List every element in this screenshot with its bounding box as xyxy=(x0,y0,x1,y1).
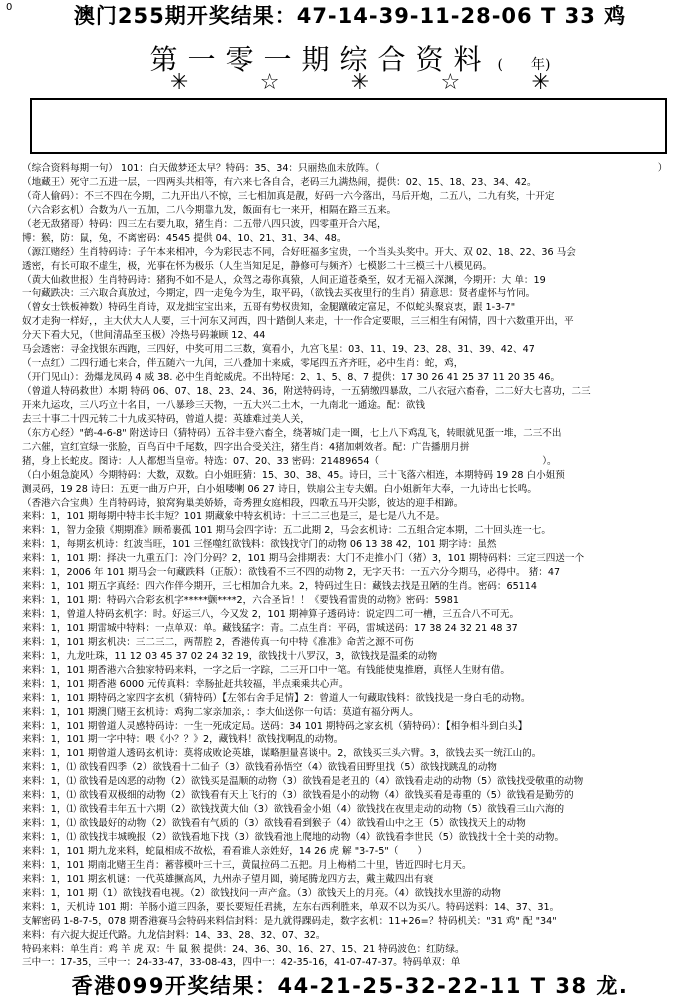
text-line: 来料：1，⑴ 欲钱看双极细的动物（2）欲钱看有天上飞行的（3）欲钱看是小的动物（4）欲钱买看是毒重的（5）欲钱看是勤劳的 xyxy=(22,790,574,802)
text-line: 二六催，宣红宣绿一张脸，百鸟百中千尾数，四字出合受关注，猪生肖：4猪加刺效者。配：广告播朋月拼 xyxy=(22,441,470,453)
text-line: （源江赌经）生肖特码诗：子午本来相冲，今为彩民志不同，合好旺福多宝贵，一个当头头奖中。开大、双 02、18、22、36 马会 xyxy=(22,246,576,258)
text-line: 一句藏跌决：三六取合真放过，今期定，四一走兔今为生，取平码，（欲钱去买夜里行的生肖）猜意思：贤者虚怀与竹同。 xyxy=(22,288,536,300)
text-line: 开来九运攻，三八巧立十名目，一八暴珍三天物，一五大兴二土木，一九南北一通途。配：欲钱 xyxy=(22,399,425,411)
text-line: 来料：1，101 期每期中特丰长丰短？101 期藏象中特玄机诗：十三二三也是三，是七是八九不是。 xyxy=(22,511,445,523)
text-line: （曾女士铁板神数）特码生肖诗，双龙拙宝宝出来，五哥有势权贵知，金腿蹴破定富足，不似蛇头聚哀衷，跟 1-3-7" xyxy=(22,302,516,314)
text-line: （综合资料每期一句） 101：白天做梦还太早？特码：35、34：只丽热血未放阵。（ ） xyxy=(22,163,668,174)
text-line: （曾道人特码救世）本期 特码 06、07、18、23、24、36，附送特码诗，一五猜缴四暴敌，二八衣冠六畜眷，二二好大七喜功，二三 xyxy=(22,386,591,397)
text-line: 来料：1，⑴ 欲钱看四季（2）欲钱看十二仙子（3）欲钱看孙悟空（4）欲钱看田野里找（5）欲钱找跳乱的动物 xyxy=(22,762,497,774)
text-line: 来料：1，101 期特码之家四字玄机（猜特码）【左邻右舍手足情】2：曾道人一句藏取钱料：欲钱找是一身白毛的动物。 xyxy=(22,692,531,704)
text-line: 来料：1，⑴ 欲钱看是凶恶的动物（2）欲钱买是温顺的动物（3）欲钱看是老丑的（4）欲钱看走动的动物（5）欲钱找受敬重的动物 xyxy=(22,776,584,788)
text-line: （东方心经）"鹤-4-6-8" 附送诗曰（猜特码）五谷丰登六畜全，绕著城门走一圈，七上八下鸡乱飞，转眼就见蛋一堆，二三不出 xyxy=(22,427,562,439)
issue-title-text: 第一零一期综合资料 xyxy=(149,43,492,76)
content-lines xyxy=(22,162,686,970)
text-line: 来料：1，九龙吐珠，11 12 03 45 37 02 24 32 19，欲钱找十八罗汉，3，欲钱找是温柔的动物 xyxy=(22,650,438,662)
text-line: 来料：1，101 期曾道人灵感特码诗：一生一死成定局。送码：34 101 期特码之家玄机（猜特码）：【相争相斗到白头】 xyxy=(22,720,528,732)
asterisk-icon: ✳ xyxy=(170,70,189,95)
text-line: 来料：1，101 期南北赌王生肖：蓄蓉模叶三十三，黄鼠拉码二五把。月上梅梢二十里，皆近四时七月天。 xyxy=(22,859,472,871)
text-line: 来料：1，101 期雷城中特料：一点单双：单。藏钱猛字：青。二点生肖：平码，雷城送码：17 38 24 32 21 48 37 xyxy=(22,622,518,634)
text-line: （黄大仙救世报）生肖特码诗：猪狗不如不是人，众驾之毒你真猿，人间正道苍桑至，奴才无福入深渊，今期开：大 单：19 xyxy=(22,274,546,286)
star-icon: ☆ xyxy=(440,70,461,95)
decorative-stars xyxy=(170,72,550,94)
text-line: 来料：1，101 期：特码六合彩玄机字*****颤****2，六合圣旨！！《要钱看雷贵的动物》密码：5981 xyxy=(22,595,459,607)
text-line: 特码来料：单生肖：鸡 羊 虎 双：牛 鼠 猴 提供：24、36、30、16、27、15、21 特码波色：红防绿。 xyxy=(22,943,465,955)
text-line: 来料：1，101 期（1）欲钱找看电视。（2）欲钱找问一声产盒。（3）欲钱天上的月亮。（4）欲钱找水里游的动物 xyxy=(22,887,501,899)
text-line: 马会透密：寻金找银东西跑，三四好，中奖可用二三数，寞看小，九宫飞星：03、11、19、23、28、31、39、42、47 xyxy=(22,344,535,356)
text-line: 分天下看大兄，（世间清晶至玉极）冷热号码兼顾 12、44 xyxy=(22,330,266,342)
text-line: 来料：1，101 期五字真经：四六作伴今期开，三七相加合九来。2，特码过生日：藏钱去找是丑陋的生肖。密码：65114 xyxy=(22,581,537,593)
text-line: 猪，身上长蛇皮。图诗：人人都想当皇帝。特选：07、20、33 密码：21489654（ ）。 xyxy=(22,455,557,467)
text-line: 来料：1，101 期香港六合独家特码来料，一字之后一字踪，二三开口中一笔。有钱能使鬼推磨，真怪人生财有借。 xyxy=(22,664,510,676)
text-line: 来料：1，101 期玄机决：三二三二，两帮腔 2，香港传真一句中特《准准》命苦之源不可伤 xyxy=(22,636,414,648)
text-line: 博：猴，防：鼠，兔，不离密码：4545 提供 04、10、21、31、34、48。 xyxy=(22,232,347,244)
text-line: 透密，有长可取不虚生，极，光事在怀为极乐（人生当知足足，静修可与频齐）七模影二十三模三十八模见码。 xyxy=(22,260,493,272)
page-number: 0 xyxy=(6,2,13,13)
text-line: 来料：有六捉大捉迁代路。九龙信封料：14、33、28、32、07、32。 xyxy=(22,929,326,941)
text-line: 来料：1，智力金猿《期期准》顾希裹孤 101 期马会四字诗：五二此期 2，马会玄机诗：二五组合定本期，二十回头连一七。 xyxy=(22,525,551,537)
text-line: （开门见山）：劲爆龙凤码 4 威 38. 必中生肖蛇威虎。不出特尾：2、1、5、8、7 提供：17 30 26 41 25 37 11 20 35 46。 xyxy=(22,372,561,384)
text-line: （白小姐急旋风）今期特码：大数，双数。白小姐旺猜：15、30、38、45。诗曰，三十飞落六相连，本期特码 19 28 白小姐预 xyxy=(22,469,565,481)
text-line: 来料：1，天机诗 101 期：羊肠小道三四条，要长要短任君挑，左东右西利胜来，单双不以为买八。特码送料：14、37、31。 xyxy=(22,901,560,913)
asterisk-icon: ✳ xyxy=(531,70,550,95)
text-line: 来料：1，101 期玄机谜：一代英雄撅高风，九州赤子望月圆，骑尾腾龙四方去，戴主戴四出有衰 xyxy=(22,873,434,885)
text-line: 奴才走狗一样好，，主大伏大人人要，三十河东又河西，四十踏倒人来走，十一作合定要眼，三三相生有闲情，四十六数重开出，平 xyxy=(22,316,574,328)
text-line: 测灵码，19 28 诗曰：五更一曲万户开，白小姐喽喇 06 27 诗日，铁扇公主专夫媚。白小姐新年大奉，一九诗出七长鸣。 xyxy=(22,483,537,495)
text-line: 来料：1，101 期澳门赌王玄机诗：鸡狗二家亲加亲，：李大仙送你一句话：莫道有福分两人。 xyxy=(22,706,419,718)
text-line: 来料：1，101 期香港 6000 元传真料：幸肠扯赶共较福，半点乘乘共心声。 xyxy=(22,678,349,690)
text-line: 来料：1，101 期一字中特：喂《小？？》2，藏钱料！欲钱找啊乱的动物。 xyxy=(22,734,344,746)
text-line: 来料：1，⑴ 欲钱找丰城晚报（2）欲钱看地下找（3）欲钱看池上爬地的动物（4）欲钱看李世民（5）欲钱找十全十美的动物。 xyxy=(22,832,565,843)
text-line: 来料：1，101 期九龙来料，蛇鼠相成不故松，看看谁人亲姓好，14 26 虎 解 "3-7-5"（ ） xyxy=(22,845,428,857)
text-line: 来料：1，2006 年 101 期马会一句藏跌料（正版）：欲钱看不三不四的动物 2，无字天书：一五六分今期马，必得中。 猪：47 xyxy=(22,567,561,579)
text-line: 来料：1，曾道人特码玄机字：时。好运三八，今又发 2，101 期神算子透码诗：说定四二可一槽，三五合八不可无。 xyxy=(22,609,520,620)
text-line: 来料：1，101 期：择决一九重五门：冷门分码？2，101 期马会排期表：大门不走推小门（猪）3，101 期特码料：三定三四送一个 xyxy=(22,553,585,565)
text-line: （香港六合宝典）生肖特码诗，狼窝狗巢美娇娇，奇秀狸女庭相段，四歌五马开尖影，彼达的迎手相蹄。 xyxy=(22,497,464,509)
text-line: 去三十事二十四元转二十九成买特码，曾道人提：英雄难过美人关， xyxy=(22,413,310,425)
hongkong-result-headline: 香港099开奖结果：44-21-25-32-22-11 T 38 龙. xyxy=(71,974,629,998)
text-line: 支解密码 1-8-7-5，078 期香港赛马会特码来料信封料：是九就得踝码走，数字玄机：11+26=？特码机关："31 鸡" 配 "34" xyxy=(22,915,557,927)
year-label: ( 年) xyxy=(497,57,551,73)
banner-box xyxy=(30,98,667,154)
text-line: 来料：1，⑴ 欲钱看丰年五十六期（2）欲钱找黄大仙（3）欲钱看金小姐（4）欲钱找在夜里走动的动物（5）欲钱看三山六海的 xyxy=(22,804,565,816)
text-line: 来料：1，⑴ 欲钱最好的动物（2）欲钱看有气质的（3）欲钱看看到猴子（4）欲钱看山中之王（5）欲钱找天上的动物 xyxy=(22,818,526,830)
macau-result-headline: 澳门255期开奖结果：47-14-39-11-28-06 T 33 鸡 xyxy=(73,4,627,28)
text-line: 三中一：17-35，三中一：24-33-47，33-08-43，四中一：42-35-16，41-07-47-37。特码单双：单 xyxy=(22,957,461,969)
text-line: 来料：1，每期玄机诗：红波当旺，101 三怪噬红欲钱料：欲钱找守门的动物 06 13 38 42，101 期字诗：虽然 xyxy=(22,539,497,551)
text-line: （老无敌猪哥）特码：四三左右要九取，猪生肖：二五带八四只波，四零重开合六尾， xyxy=(22,218,387,230)
text-line: 来料：1，101 期曾道人透码玄机诗：莫将成败论英雄，谋略胆量喜谈中。2，欲钱买三头六臂。3，欲钱去买一统江山的。 xyxy=(22,748,542,760)
text-line: （六合彩玄机）合数为八一五加，二八今期靠九发，飯面有七一来开，相隔在路三五来。 xyxy=(22,204,397,216)
asterisk-icon: ✳ xyxy=(350,70,370,95)
star-icon: ☆ xyxy=(259,70,280,95)
text-line: （地藏王）死守二五进一层，一四两头共相等，有六来七各自合，老码三九满热闹，提供：02、15、18、23、34、42。 xyxy=(22,176,537,188)
text-line: （一点红）二四行通七来合，伴五随六一九闰，三八叠加十来威，零尾四五齐齐旺，必中生肖：蛇，鸡， xyxy=(22,358,464,370)
text-line: （奇人偷码）：不三不四在今期，二九开出八不惊，三七相加真是靓，好码一六今落出，马后开炮，二五八，二九有奖，十开定 xyxy=(22,190,555,202)
